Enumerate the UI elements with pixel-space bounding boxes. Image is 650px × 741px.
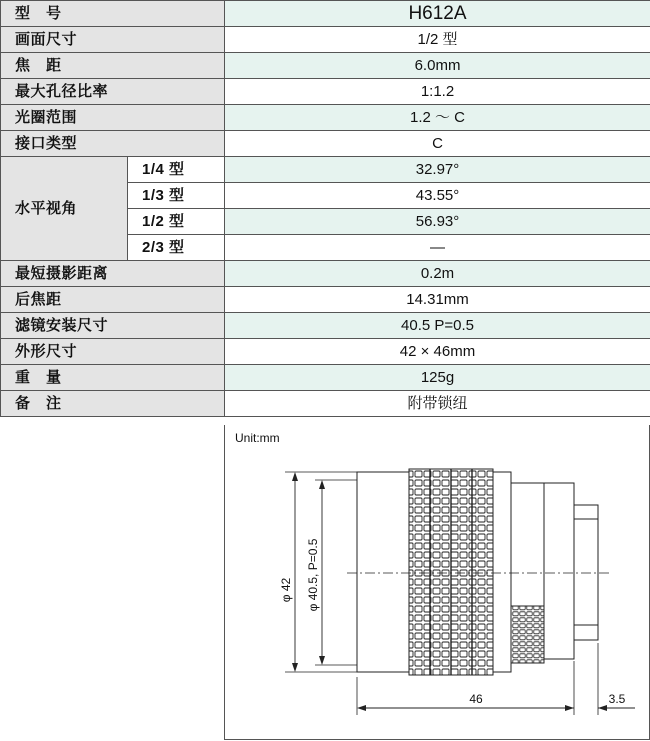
spec-value: 1.2 ～ C <box>225 105 650 131</box>
dim-filter-label: φ 40.5, P=0.5 <box>306 538 320 612</box>
spec-row <box>1 391 650 417</box>
spec-row <box>1 105 650 131</box>
spec-row <box>1 79 650 105</box>
spec-label: 焦 距 <box>1 53 225 79</box>
spec-row <box>1 53 650 79</box>
spec-row <box>1 261 650 287</box>
unit-label: Unit:mm <box>235 431 280 445</box>
spec-row <box>1 27 650 53</box>
spec-label: 接口类型 <box>1 131 225 157</box>
spec-label: 外形尺寸 <box>1 339 225 365</box>
spec-row <box>1 339 650 365</box>
dim-length-label: 46 <box>469 692 483 706</box>
spec-value: 42 × 46mm <box>225 339 650 365</box>
angle-label: 水平视角 <box>1 157 128 261</box>
spec-label: 画面尺寸 <box>1 27 225 53</box>
spec-label: 最大孔径比率 <box>1 79 225 105</box>
spec-value: 6.0mm <box>225 53 650 79</box>
spec-row <box>1 313 650 339</box>
angle-value: 43.55° <box>225 183 650 209</box>
blank-area <box>0 425 224 741</box>
angle-row <box>1 157 650 183</box>
barrel-front <box>357 472 409 672</box>
spec-row <box>1 131 650 157</box>
spec-value: 125g <box>225 365 650 391</box>
angle-value: — <box>225 235 650 261</box>
model-value: H612A <box>225 1 650 27</box>
format-label: 1/3 型 <box>128 183 225 209</box>
dim-diameter-label: φ 42 <box>279 577 293 603</box>
spec-label: 光圈范围 <box>1 105 225 131</box>
spec-label: 滤镜安装尺寸 <box>1 313 225 339</box>
spec-value: 1/2 型 <box>225 27 650 53</box>
spec-value: 0.2m <box>225 261 650 287</box>
spec-label: 型 号 <box>1 1 225 27</box>
spec-value: 1:1.2 <box>225 79 650 105</box>
spec-row <box>1 365 650 391</box>
angle-value: 32.97° <box>225 157 650 183</box>
lens-outline-drawing <box>225 425 649 739</box>
format-label: 2/3 型 <box>128 235 225 261</box>
lens-drawing-panel <box>224 425 650 740</box>
spec-value: C <box>225 131 650 157</box>
spec-label: 备 注 <box>1 391 225 417</box>
format-label: 1/2 型 <box>128 209 225 235</box>
angle-value: 56.93° <box>225 209 650 235</box>
spec-label: 重 量 <box>1 365 225 391</box>
spec-row <box>1 287 650 313</box>
spec-label: 最短摄影距离 <box>1 261 225 287</box>
spec-value: 14.31mm <box>225 287 650 313</box>
spec-row-model <box>1 1 650 27</box>
spec-value: 附带锁纽 <box>225 391 650 417</box>
spec-label: 后焦距 <box>1 287 225 313</box>
spec-value: 40.5 P=0.5 <box>225 313 650 339</box>
dim-flange-label: 3.5 <box>608 692 626 706</box>
iris-ring <box>511 606 544 663</box>
format-label: 1/4 型 <box>128 157 225 183</box>
